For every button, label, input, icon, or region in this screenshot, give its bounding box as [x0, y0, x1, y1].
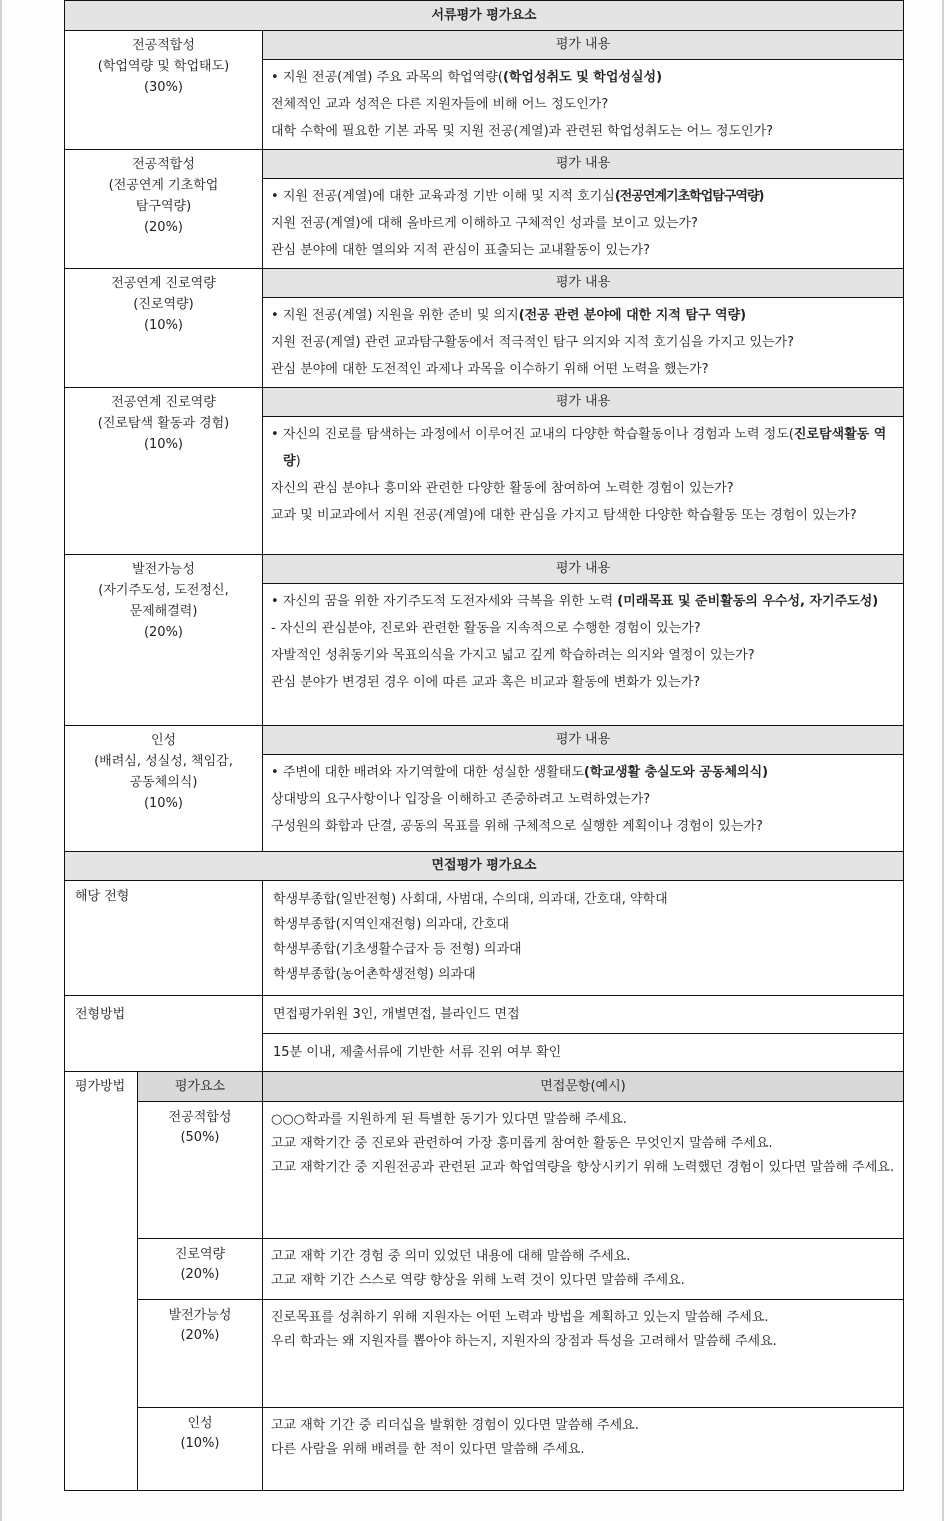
criterion-row [65, 31, 904, 150]
question: 관심 분야가 변경된 경우 이에 따른 교과 혹은 비교과 활동에 변화가 있는가? [271, 675, 701, 690]
criterion-label [65, 31, 263, 150]
criterion-weight: (10%) [143, 437, 184, 452]
criterion-detail: 문제해결력) [129, 604, 198, 619]
summary-text: 지원 전공(계열) 지원을 위한 준비 및 의지 [282, 308, 519, 323]
interview-element [138, 1102, 263, 1239]
criterion-detail: (진로역량) [133, 297, 194, 312]
column-header-questions: 면접문항(예시) [263, 1072, 904, 1102]
question: 교과 및 비교과에서 지원 전공(계열)에 대한 관심을 가지고 탐색한 다양한 학습활동 또는 경험이 있는가? [271, 508, 857, 523]
method-item: 면접평가위원 3인, 개별면접, 블라인드 면접 [263, 996, 904, 1034]
element-weight: (50%) [180, 1130, 220, 1145]
question: 구성원의 화합과 단결, 공동의 목표를 위해 구체적으로 실행한 계획이나 경험이 있는가? [271, 819, 763, 834]
interview-question: 고교 재학 기간 중 리더십을 발휘한 경험이 있다면 말씀해 주세요. [271, 1418, 639, 1433]
summary-text: 자신의 진로를 탐색하는 과정에서 이루어진 교내의 다양한 학습활동이나 경험과 노력 정도( [282, 427, 794, 442]
question: 자발적인 성취동기와 목표의식을 가지고 넓고 깊게 학습하려는 의지와 열정이 있는가? [271, 648, 755, 663]
applicable-item: 학생부종합(기초생활수급자 등 전형) 의과대 [273, 942, 522, 957]
bullet-icon: • [271, 189, 279, 204]
criterion-name: 전공적합성 [132, 157, 195, 172]
criterion-content [263, 584, 903, 700]
question: 지원 전공(계열)에 대해 올바르게 이해하고 구체적인 성과를 보이고 있는가? [271, 216, 698, 231]
criterion-name: 전공연계 진로역량 [111, 395, 216, 410]
evaluation-table [64, 0, 904, 1491]
summary-bold: (전공 관련 분야에 대한 지적 탐구 역량) [518, 308, 747, 323]
bullet-icon: • [271, 765, 279, 780]
interview-row [65, 1239, 904, 1300]
interview-question: ○○○학과를 지원하게 된 특별한 동기가 있다면 말씀해 주세요. [271, 1112, 627, 1127]
method-row [65, 996, 904, 1034]
bullet-icon: • [271, 427, 279, 442]
evaluation-method-label: 평가방법 [65, 1072, 138, 1491]
content-header: 평가 내용 [263, 269, 903, 298]
interview-row [65, 1102, 904, 1239]
element-weight: (20%) [180, 1267, 220, 1282]
interview-question: 진로목표를 성취하기 위해 지원자는 어떤 노력과 방법을 계획하고 있는지 말씀해 주세요. [271, 1310, 769, 1325]
bullet-icon: • [271, 70, 279, 85]
interview-element [138, 1408, 263, 1491]
interview-questions [263, 1102, 904, 1239]
criterion-detail: 공동체의식) [129, 775, 198, 790]
summary-bold: (미래목표 및 준비활동의 우수성, 자기주도성) [617, 594, 879, 609]
criterion-detail: (진로탐색 활동과 경험) [97, 416, 230, 431]
element-name: 전공적합성 [168, 1110, 232, 1125]
summary-bold: (전공연계기초학업탐구역량) [614, 189, 764, 204]
summary-text: 자신의 꿈을 위한 자기주도적 도전자세와 극복을 위한 노력 [282, 594, 618, 609]
element-name: 인성 [187, 1416, 213, 1431]
content-header: 평가 내용 [263, 388, 903, 417]
content-header: 평가 내용 [263, 726, 903, 755]
summary-text: 지원 전공(계열)에 대한 교육과정 기반 이해 및 지적 호기심 [282, 189, 615, 204]
applicable-item: 학생부종합(일반전형) 사회대, 사범대, 수의대, 의과대, 간호대, 약학대 [273, 892, 668, 907]
applicable-item: 학생부종합(농어촌학생전형) 의과대 [273, 967, 476, 982]
interview-questions [263, 1408, 904, 1491]
question: 상대방의 요구사항이나 입장을 이해하고 존중하려고 노력하였는가? [271, 792, 651, 807]
criterion-label [65, 726, 263, 852]
criterion-name: 전공적합성 [132, 38, 195, 53]
interview-element [138, 1239, 263, 1300]
element-name: 발전가능성 [168, 1308, 232, 1323]
question: 관심 분야에 대한 열의와 지적 관심이 표출되는 교내활동이 있는가? [271, 243, 651, 258]
interview-question: 고교 재학 기간 경험 중 의미 있었던 내용에 대해 말씀해 주세요. [271, 1249, 631, 1264]
criterion-detail: 탐구역량) [135, 199, 192, 214]
criterion-row [65, 388, 904, 555]
content-header: 평가 내용 [263, 31, 903, 60]
criterion-row [65, 150, 904, 269]
criterion-detail: (전공연계 기초학업 [108, 178, 219, 193]
question: 지원 전공(계열) 관련 교과탐구활동에서 적극적인 탐구 의지와 지적 호기심을 가지고 있는가? [271, 335, 795, 350]
question: 대학 수학에 필요한 기본 과목 및 지원 전공(계열)과 관련된 학업성취도는 어느 정도인가? [271, 124, 774, 139]
content-header: 평가 내용 [263, 150, 903, 179]
summary-bold: (학교생활 충실도와 공동체의식) [583, 765, 769, 780]
column-header-element: 평가요소 [138, 1072, 263, 1102]
question: 전체적인 교과 성적은 다른 지원자들에 비해 어느 정도인가? [271, 97, 609, 112]
criterion-label [65, 150, 263, 269]
criterion-weight: (20%) [143, 625, 184, 640]
method-label: 전형방법 [65, 996, 263, 1072]
applicable-item: 학생부종합(지역인재전형) 의과대, 간호대 [273, 917, 510, 932]
criterion-detail: (학업역량 및 학업태도) [97, 59, 230, 74]
criterion-detail: (배려심, 성실성, 책임감, [94, 754, 233, 769]
applicable-row [65, 881, 904, 996]
criterion-name: 전공연계 진로역량 [111, 276, 216, 291]
interview-element [138, 1300, 263, 1408]
summary-text: 주변에 대한 배려와 자기역할에 대한 성실한 생활태도 [282, 765, 584, 780]
criterion-label [65, 388, 263, 555]
question: - 자신의 관심분야, 진로와 관련한 활동을 지속적으로 수행한 경험이 있는가? [271, 621, 701, 636]
element-weight: (20%) [180, 1328, 220, 1343]
interview-question: 고교 재학 기간 스스로 역량 향상을 위해 노력 것이 있다면 말씀해 주세요. [271, 1273, 685, 1288]
criterion-weight: (10%) [143, 318, 184, 333]
interview-question: 다른 사람을 위해 배려를 한 적이 있다면 말씀해 주세요. [271, 1442, 585, 1457]
applicable-label: 해당 전형 [65, 881, 263, 996]
page-edge-left [0, 0, 2, 1521]
question: 관심 분야에 대한 도전적인 과제나 과목을 이수하기 위해 어떤 노력을 했는가? [271, 362, 709, 377]
criterion-row [65, 726, 904, 852]
criterion-detail: (자기주도성, 도전정신, [98, 583, 229, 598]
element-name: 진로역량 [174, 1247, 226, 1262]
summary-text: 지원 전공(계열) 주요 과목의 학업역량( [282, 70, 503, 85]
interview-question: 고교 재학기간 중 지원전공과 관련된 교과 학업역량을 향상시키기 위해 노력했던 경험이 있다면 말씀해 주세요. [271, 1160, 894, 1175]
interview-question: 고교 재학기간 중 진로와 관련하여 가장 흥미롭게 참여한 활동은 무엇인지 말씀해 주세요. [271, 1136, 773, 1151]
bullet-icon: • [271, 308, 279, 323]
summary-tail: ) [295, 454, 301, 469]
criterion-weight: (30%) [143, 80, 184, 95]
question: 자신의 관심 분야나 흥미와 관련한 다양한 활동에 참여하여 노력한 경험이 있는가? [271, 481, 734, 496]
interview-row [65, 1408, 904, 1491]
evaluation-header-row [65, 1072, 904, 1102]
criterion-content [263, 298, 903, 387]
interview-questions [263, 1300, 904, 1408]
criterion-content [263, 755, 903, 844]
criterion-label [65, 555, 263, 726]
element-weight: (10%) [180, 1436, 220, 1451]
method-item: 15분 이내, 제출서류에 기반한 서류 진위 여부 확인 [263, 1034, 904, 1072]
criterion-name: 인성 [150, 733, 177, 748]
criterion-content [263, 60, 903, 149]
summary-bold: (학업성취도 및 학업성실성) [502, 70, 663, 85]
criterion-content [263, 179, 903, 268]
bullet-icon: • [271, 594, 279, 609]
interview-question: 우리 학과는 왜 지원자를 뽑아야 하는지, 지원자의 장점과 특성을 고려해서 말씀해 주세요. [271, 1334, 777, 1349]
interview-title: 면접평가 평가요소 [65, 852, 904, 881]
document-review-title: 서류평가 평가요소 [65, 1, 904, 31]
content-header: 평가 내용 [263, 555, 903, 584]
interview-questions [263, 1239, 904, 1300]
criterion-label [65, 269, 263, 388]
criterion-row [65, 555, 904, 726]
interview-row [65, 1300, 904, 1408]
criterion-content [263, 417, 903, 533]
applicable-list [263, 881, 904, 996]
criterion-row [65, 269, 904, 388]
criterion-weight: (10%) [143, 796, 184, 811]
criterion-weight: (20%) [143, 220, 184, 235]
criterion-name: 발전가능성 [132, 562, 195, 577]
summary-bold: 진로탐색활동 역량 [283, 427, 887, 469]
